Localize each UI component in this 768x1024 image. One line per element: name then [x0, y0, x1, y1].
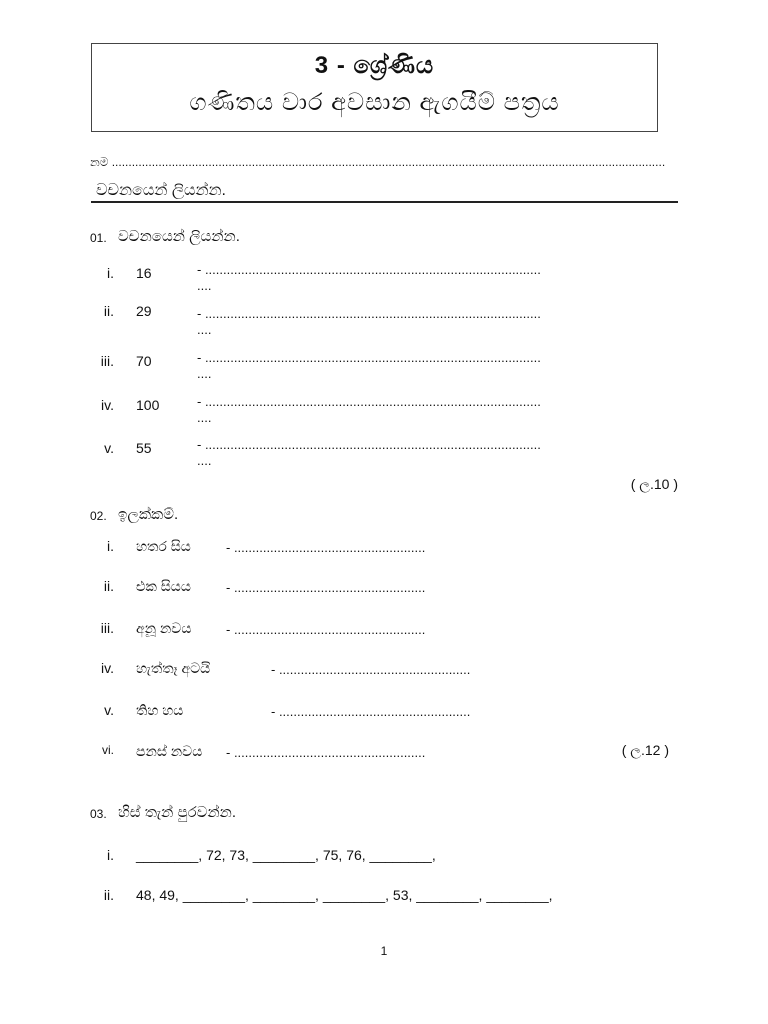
q3-text: හිස් තැන් පුරවන්න.: [118, 804, 236, 821]
answer-dots: - .............................................................................................: [197, 394, 541, 409]
q2-answer-line[interactable]: - .....................................................: [271, 662, 471, 677]
name-field[interactable]: නම ......................................................................................................................................................................: [90, 155, 666, 169]
q1-item-roman: iii.: [100, 353, 114, 369]
q3-item-roman: ii.: [103, 887, 114, 903]
title-paper: ගණිතය වාර අවසාන ඇගයීම් පත්‍රය: [189, 89, 560, 116]
q2-item-roman: ii.: [103, 578, 114, 594]
q1-item-roman: v.: [104, 440, 114, 456]
q2-item-word: තිහ හය: [136, 702, 184, 718]
q1-item-value: 29: [136, 303, 152, 319]
q2-item-roman: i.: [107, 538, 114, 554]
q2-item-word: හැත්තෑ අටයි: [136, 660, 211, 676]
q1-item-value: 100: [136, 397, 160, 413]
q2-answer-line[interactable]: - .....................................................: [226, 580, 426, 595]
q2-item-word: අනූ නවය: [136, 620, 192, 636]
section-heading-text: වචනයෙන් ලියන්න: [96, 182, 222, 199]
title-box: [91, 43, 658, 132]
q1-number: 01.: [90, 231, 107, 245]
q3-number: 03.: [90, 807, 107, 821]
q1-item-value: 55: [136, 440, 152, 456]
q2-item-word: හතර සිය: [136, 538, 191, 554]
title-grade: 3 - ශ්‍රේණිය: [314, 52, 435, 79]
q2-answer-line[interactable]: - .....................................................: [226, 540, 426, 555]
answer-dots: - .............................................................................................: [197, 262, 541, 277]
q1-marks: ( ල.10 ): [630, 476, 678, 492]
q2-item-word: පනස් නවය: [136, 743, 203, 759]
q3-sequence[interactable]: 48, 49, ________, ________, ________, 53, ________, ________,: [136, 887, 553, 903]
q2-number: 02.: [90, 509, 107, 523]
q3-item-roman: i.: [107, 847, 114, 863]
q1-item-value: 16: [136, 265, 152, 281]
q2-item-roman: iii.: [100, 620, 114, 636]
answer-dots: ....: [197, 453, 212, 468]
answer-dots: - .............................................................................................: [197, 437, 541, 452]
answer-dots: - .............................................................................................: [197, 350, 541, 365]
q1-answer-line[interactable]: [197, 394, 541, 426]
answer-dots: ....: [197, 366, 212, 381]
q2-answer-line[interactable]: - .....................................................: [226, 622, 426, 637]
q3-sequence[interactable]: ________, 72, 73, ________, 75, 76, ________,: [136, 847, 436, 863]
q1-item-roman: iv.: [101, 397, 114, 413]
q1-answer-line[interactable]: [197, 350, 541, 382]
divider: [91, 201, 678, 203]
q2-answer-line[interactable]: - .....................................................: [226, 745, 426, 760]
q1-answer-line[interactable]: [197, 306, 541, 338]
q2-answer-line[interactable]: - .....................................................: [271, 704, 471, 719]
q2-item-word: එක සියය: [136, 578, 191, 594]
answer-dots: ....: [197, 278, 212, 293]
q2-item-roman: v.: [104, 702, 114, 718]
section-heading: වචනයෙන් ලියන්න.: [96, 182, 226, 199]
answer-dots: - .............................................................................................: [197, 306, 541, 321]
q1-item-roman: i.: [107, 265, 114, 281]
answer-dots: ....: [197, 410, 212, 425]
q2-item-roman: iv.: [101, 660, 114, 676]
q1-item-value: 70: [136, 353, 152, 369]
q2-item-roman: vi.: [102, 743, 114, 757]
answer-dots: ....: [197, 322, 212, 337]
page-number: 1: [380, 944, 388, 958]
q1-answer-line[interactable]: [197, 437, 541, 469]
q1-item-roman: ii.: [103, 303, 114, 319]
q1-answer-line[interactable]: [197, 262, 541, 294]
q2-text: ඉලක්කම්.: [118, 506, 179, 523]
q2-marks: ( ල.12 ): [621, 742, 669, 758]
q1-text: වචනයෙන් ලියන්න.: [118, 228, 240, 245]
